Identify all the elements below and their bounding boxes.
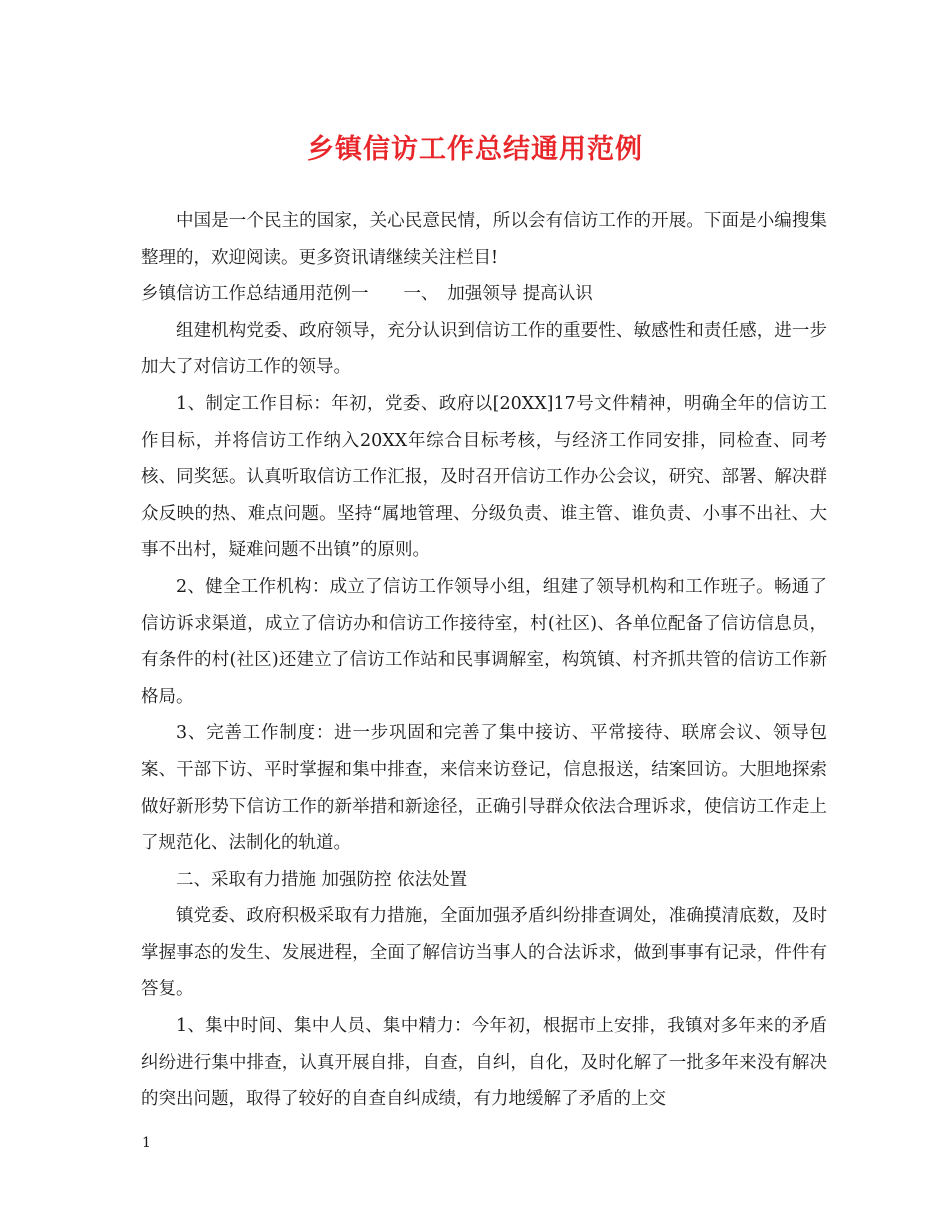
paragraph-intro: 中国是一个民主的国家，关心民意民情，所以会有信访工作的开展。下面是小编搜集整理的，欢迎阅读。更多资讯请继续关注栏目!: [141, 211, 827, 268]
paragraph: 镇党委、政府积极采取有力措施，全面加强矛盾纠纷排查调处，准确摸清底数，及时掌握事态的发生、发展进程，全面了解信访当事人的合法诉求，做到事事有记录，件件有答复。: [141, 906, 827, 1000]
document-title: 乡镇信访工作总结通用范例: [307, 134, 643, 165]
paragraph: 1、集中时间、集中人员、集中精力：今年初，根据市上安排，我镇对多年来的矛盾纠纷进行集中排查，认真开展自排，自查，自纠，自化，及时化解了一批多年来没有解决的突出问题，取得了较好的自查自纠成绩，有力地缓解了矛盾的上交: [141, 1016, 827, 1110]
paragraph: 1、制定工作目标：年初，党委、政府以[20XX]17号文件精神，明确全年的信访工作目标，并将信访工作纳入20XX年综合目标考核，与经济工作同安排，同检查、同考核、同奖惩。认真听取信访工作汇报，及时召开信访工作办公会议，研究、部署、解决群众反映的热、难点问题。坚持“属地管理、分级负责、谁主管、谁负责、小事不出社、大事不出村，疑难问题不出镇”的原则。: [141, 393, 827, 561]
paragraph-section-head: 乡镇信访工作总结通用范例一 一、 加强领导 提高认识: [141, 284, 593, 305]
paragraph: 3、完善工作制度：进一步巩固和完善了集中接访、平常接待、联席会议、领导包案、干部下访、平时掌握和集中排查，来信来访登记，信息报送，结案回访。大胆地探索做好新形势下信访工作的新举措和新途径，正确引导群众依法合理诉求，使信访工作走上了规范化、法制化的轨道。: [141, 723, 827, 854]
paragraph-subheading: 二、采取有力措施 加强防控 依法处置: [176, 869, 468, 890]
paragraph: 组建机构党委、政府领导，充分认识到信访工作的重要性、敏感性和责任感，进一步加大了对信访工作的领导。: [141, 320, 827, 378]
document-body: [141, 203, 827, 1118]
paragraph: 2、健全工作机构：成立了信访工作领导小组，组建了领导机构和工作班子。畅通了信访诉求渠道，成立了信访办和信访工作接待室，村(社区)、各单位配备了信访信息员，有条件的村(社区)还建立了信访工作站和民事调解室，构筑镇、村齐抓共管的信访工作新格局。: [141, 576, 827, 707]
page-number: 1: [142, 1135, 151, 1151]
